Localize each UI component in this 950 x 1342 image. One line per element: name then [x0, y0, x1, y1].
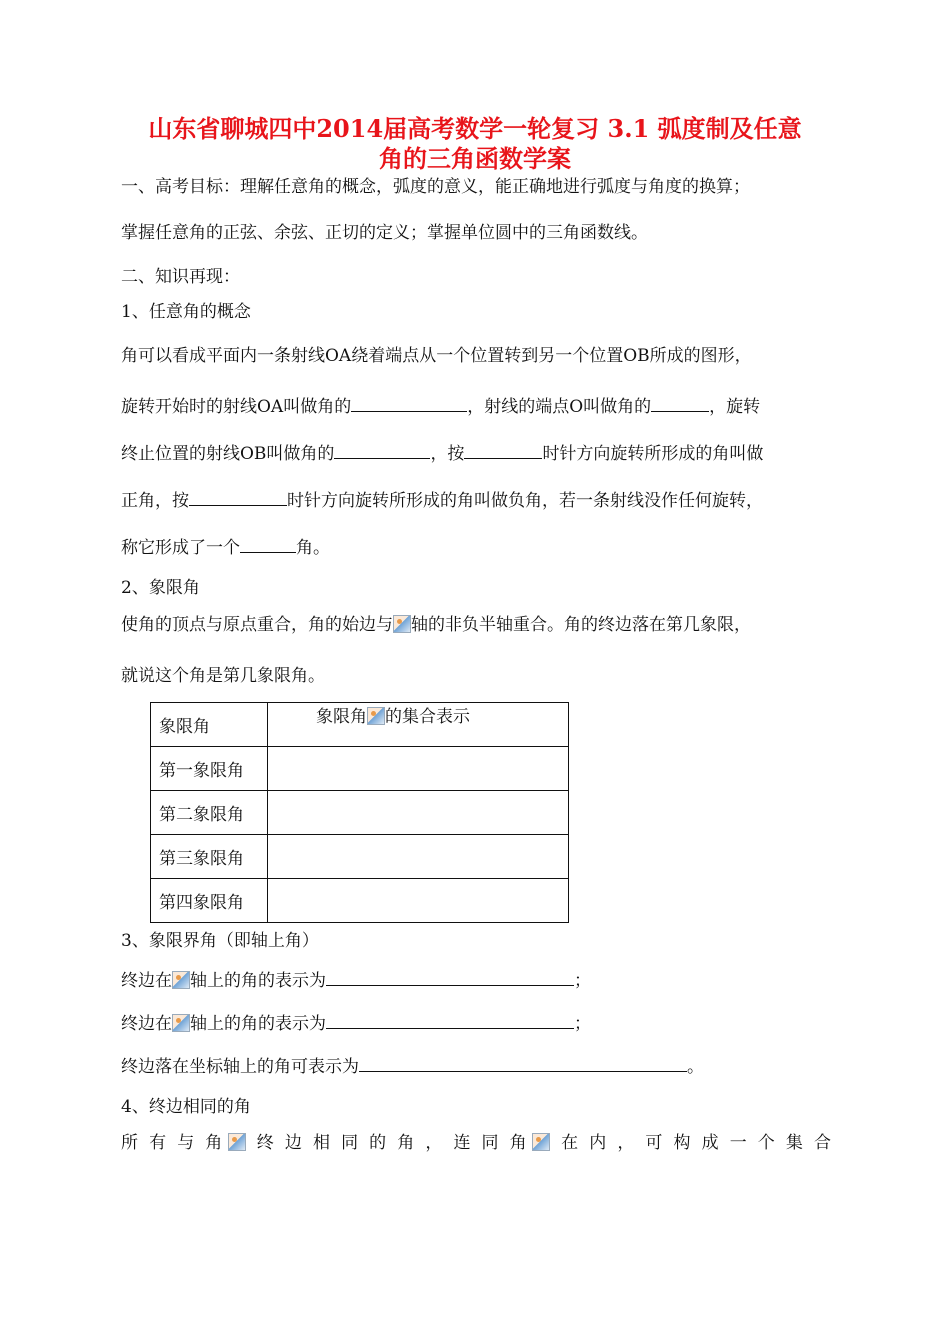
s4-word-with-icon: [510, 1132, 550, 1154]
table-row-label: 第四象限角: [151, 879, 268, 923]
table-row-label: 第二象限角: [151, 791, 268, 835]
table-row-answer-cell[interactable]: [268, 879, 569, 923]
s1-line-5-text-a: 称它形成了一个: [121, 538, 240, 558]
section-3-heading: 3、象限界角（即轴上角）: [121, 931, 319, 951]
table-header-set: [268, 703, 569, 747]
s2-line-1-text-b: 轴的非负半轴重合。角的终边落在第几象限，: [411, 615, 751, 635]
s3-line-3: [121, 1053, 841, 1078]
table-header-quadrant: 象限角: [151, 703, 268, 747]
s1-line-2-text-c: ，旋转: [709, 397, 761, 417]
s4-word: ，: [617, 1133, 635, 1153]
s4-word: 内: [589, 1133, 607, 1153]
blank-zero-angle[interactable]: [240, 534, 296, 553]
s3-line-3-text-a: 终边落在坐标轴上的角可表示为: [121, 1057, 359, 1077]
s4-word: 边: [284, 1133, 302, 1153]
goal-line-1: 一、高考目标：理解任意角的概念，弧度的意义，能正确地进行弧度与角度的换算；: [121, 177, 750, 197]
s4-word: 终: [256, 1133, 274, 1153]
blank-x-axis-angles[interactable]: [326, 967, 574, 986]
blank-initial-side[interactable]: [351, 393, 467, 412]
s4-line-1: [121, 1132, 841, 1154]
s4-word-with-icon: [205, 1132, 245, 1154]
blank-y-axis-angles[interactable]: [326, 1010, 574, 1029]
math-image-icon: [172, 971, 190, 989]
math-image-icon: [532, 1133, 550, 1151]
math-image-icon: [228, 1133, 246, 1151]
goal-line-2: 掌握任意角的正弦、余弦、正切的定义；掌握单位圆中的三角函数线。: [121, 223, 648, 243]
s3-line-1-text-c: ；: [574, 971, 591, 991]
s1-line-2-text-a: 旋转开始时的射线OA叫做角的: [121, 397, 352, 417]
s4-word: 集: [785, 1133, 803, 1153]
s1-line-4-text-a: 正角，按: [121, 491, 189, 511]
s4-word: 与: [177, 1133, 195, 1153]
s1-line-2-text-b: ，射线的端点O叫做角的: [467, 397, 652, 417]
s1-line-3-text-a: 终止位置的射线OB叫做角的: [121, 444, 335, 464]
s3-line-1: [121, 967, 841, 992]
s4-word: 一: [729, 1133, 747, 1153]
s4-word: 个: [757, 1133, 775, 1153]
table-row-label: 第一象限角: [151, 747, 268, 791]
table-row: [151, 747, 569, 791]
table-row-answer-cell[interactable]: [268, 747, 569, 791]
blank-terminal-side[interactable]: [334, 440, 430, 459]
table-row-label: 第三象限角: [151, 835, 268, 879]
s1-line-3-text-b: ，按: [430, 444, 465, 464]
math-image-icon: [367, 707, 385, 725]
table-header-set-text-a: 象限角: [316, 707, 367, 727]
s4-word: 角: [205, 1133, 223, 1153]
s1-line-5: [121, 534, 841, 559]
quadrant-angle-table: [150, 702, 569, 923]
s4-word: 的: [369, 1133, 387, 1153]
s4-word: 合: [813, 1133, 831, 1153]
table-header-row: [151, 703, 569, 747]
s1-line-3-text-c: 时针方向旋转所形成的角叫做: [542, 444, 764, 464]
s3-line-1-text-a: 终边在: [121, 971, 172, 991]
s1-line-2: [121, 393, 841, 418]
blank-positive-direction[interactable]: [464, 440, 542, 459]
section-4-heading: 4、终边相同的角: [121, 1097, 251, 1117]
s3-line-2: [121, 1010, 841, 1035]
s4-word: 角: [509, 1133, 527, 1153]
blank-axis-angles[interactable]: [359, 1053, 687, 1072]
s4-word: 连: [453, 1133, 471, 1153]
s3-line-2-text-a: 终边在: [121, 1014, 172, 1034]
s4-word: 角: [397, 1133, 415, 1153]
s4-word: 在: [561, 1133, 579, 1153]
table-row-answer-cell[interactable]: [268, 791, 569, 835]
document-title-line-1: 山东省聊城四中2014届高考数学一轮复习 3.1 弧度制及任意: [148, 114, 802, 143]
s3-line-3-text-b: 。: [687, 1057, 704, 1077]
s4-word: 可: [645, 1133, 663, 1153]
s4-word: 有: [149, 1133, 167, 1153]
s3-line-1-text-b: 轴上的角的表示为: [190, 971, 326, 991]
s4-word: 同: [481, 1133, 499, 1153]
s4-line-1-spread: [121, 1132, 831, 1154]
table-header-set-text-b: 的集合表示: [385, 707, 470, 727]
s2-line-1-text-a: 使角的顶点与原点重合，角的始边与: [121, 615, 393, 635]
table-row: [151, 791, 569, 835]
table-row-answer-cell[interactable]: [268, 835, 569, 879]
section-2-heading: 2、象限角: [121, 578, 200, 598]
s1-line-1: 角可以看成平面内一条射线OA绕着端点从一个位置转到另一个位置OB所成的图形，: [121, 346, 752, 366]
s4-word: 成: [701, 1133, 719, 1153]
s1-line-3: [121, 440, 841, 465]
s3-line-2-text-c: ；: [574, 1014, 591, 1034]
table-row: [151, 835, 569, 879]
s4-word: 构: [673, 1133, 691, 1153]
s1-line-5-text-b: 角。: [296, 538, 330, 558]
blank-negative-direction[interactable]: [189, 487, 287, 506]
s4-word: 同: [341, 1133, 359, 1153]
s1-line-4: [121, 487, 841, 512]
s4-word: ，: [425, 1133, 443, 1153]
s1-line-4-text-b: 时针方向旋转所形成的角叫做负角，若一条射线没作任何旋转，: [287, 491, 763, 511]
blank-vertex[interactable]: [651, 393, 709, 412]
math-image-icon: [172, 1014, 190, 1032]
table-row: [151, 879, 569, 923]
knowledge-heading: 二、知识再现：: [121, 267, 240, 287]
s4-word: 所: [121, 1133, 138, 1153]
s2-line-1: [121, 614, 841, 636]
document-title-line-2: 角的三角函数学案: [379, 144, 571, 173]
s4-word: 相: [312, 1133, 330, 1153]
s3-line-2-text-b: 轴上的角的表示为: [190, 1014, 326, 1034]
section-1-heading: 1、任意角的概念: [121, 302, 251, 322]
s2-line-2: 就说这个角是第几象限角。: [121, 666, 325, 686]
math-image-icon: [393, 615, 411, 633]
